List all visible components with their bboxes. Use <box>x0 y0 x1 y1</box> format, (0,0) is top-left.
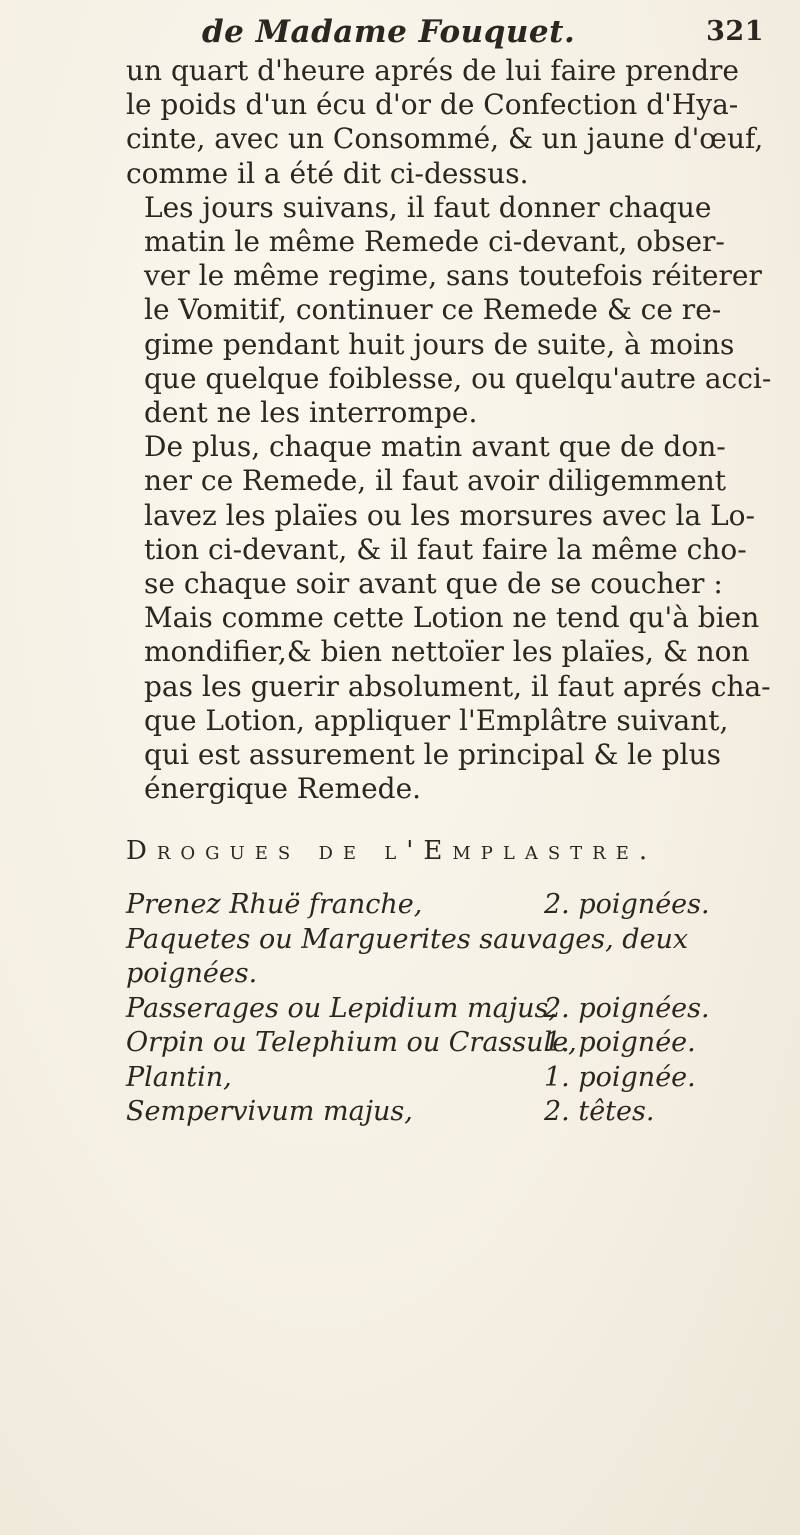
text-line: un quart d'heure aprés de lui faire prendre <box>126 54 740 87</box>
ingredient-row <box>126 923 776 958</box>
ingredient-name: poignées. <box>126 958 258 990</box>
text-line: qui est assurement le principal & le plus <box>144 738 721 772</box>
running-title: de Madame Fouquet. <box>202 14 576 50</box>
ingredient-name: Sempervivum majus, <box>126 1096 413 1128</box>
ingredient-name: Paquetes ou Marguerites sauvages, deux <box>126 923 689 955</box>
text-line: matin le même Remede ci-devant, obser- <box>144 225 725 259</box>
ingredient-row <box>126 957 776 992</box>
page-number: 321 <box>706 16 764 47</box>
text-line: que quelque foiblesse, ou quelqu'autre acci- <box>144 361 772 395</box>
text-line: Mais comme cette Lotion ne tend qu'à bien <box>144 601 760 635</box>
section-heading: Drogues de l'Emplastre. <box>126 836 658 867</box>
text-line: dent ne les interrompe. <box>144 396 478 430</box>
paragraph-1 <box>126 54 776 191</box>
ingredient-name: Passerages ou Lepidium majus, <box>126 992 557 1024</box>
ingredient-name: Orpin ou Telephium ou Crassule, <box>126 1027 577 1059</box>
text-line: le poids d'un écu d'or de Confection d'Hya- <box>126 88 739 122</box>
ingredient-row <box>126 1095 776 1130</box>
ingredient-row <box>126 992 776 1027</box>
text-line: cinte, avec un Consommé, & un jaune d'œuf, <box>126 122 764 156</box>
text-line: le Vomitif, continuer ce Remede & ce re- <box>144 293 722 327</box>
page-content <box>126 14 776 1130</box>
text-line: lavez les plaïes ou les morsures avec la Lo- <box>144 498 755 532</box>
text-line: énergique Remede. <box>144 772 422 806</box>
paragraph-2 <box>126 191 776 430</box>
text-line: pas les guerir absolument, il faut aprés cha- <box>144 669 771 703</box>
text-line: tion ci-devant, & il faut faire la même cho- <box>144 532 747 566</box>
text-line: comme il a été dit ci-dessus. <box>126 156 529 190</box>
ingredient-quantity: 1. poignée. <box>544 1027 696 1059</box>
ingredient-row <box>126 1026 776 1061</box>
ingredient-row <box>126 1061 776 1096</box>
ingredient-quantity: 2. poignées. <box>544 992 710 1024</box>
text-line: De plus, chaque matin avant que de don- <box>144 430 726 464</box>
ingredient-list <box>126 888 776 1130</box>
text-line: gime pendant huit jours de suite, à moins <box>144 327 735 361</box>
text-line: que Lotion, appliquer l'Emplâtre suivant, <box>144 703 729 737</box>
ingredient-row <box>126 888 776 923</box>
text-line: se chaque soir avant que de se coucher : <box>144 567 723 601</box>
ingredient-quantity: 2. têtes. <box>544 1096 655 1128</box>
text-line: ver le même regime, sans toutefois réiterer <box>144 259 762 293</box>
ingredient-quantity: 2. poignées. <box>544 889 710 921</box>
text-line: mondifier,& bien nettoïer les plaïes, & non <box>144 635 750 669</box>
paragraph-3 <box>126 430 776 806</box>
ingredient-quantity: 1. poignée. <box>544 1061 696 1093</box>
ingredient-name: Prenez Rhuë franche, <box>126 889 423 921</box>
text-line: Les jours suivans, il faut donner chaque <box>144 190 712 224</box>
text-line: ner ce Remede, il faut avoir diligemment <box>144 464 727 498</box>
page-header <box>126 14 776 54</box>
ingredient-name: Plantin, <box>126 1061 232 1093</box>
